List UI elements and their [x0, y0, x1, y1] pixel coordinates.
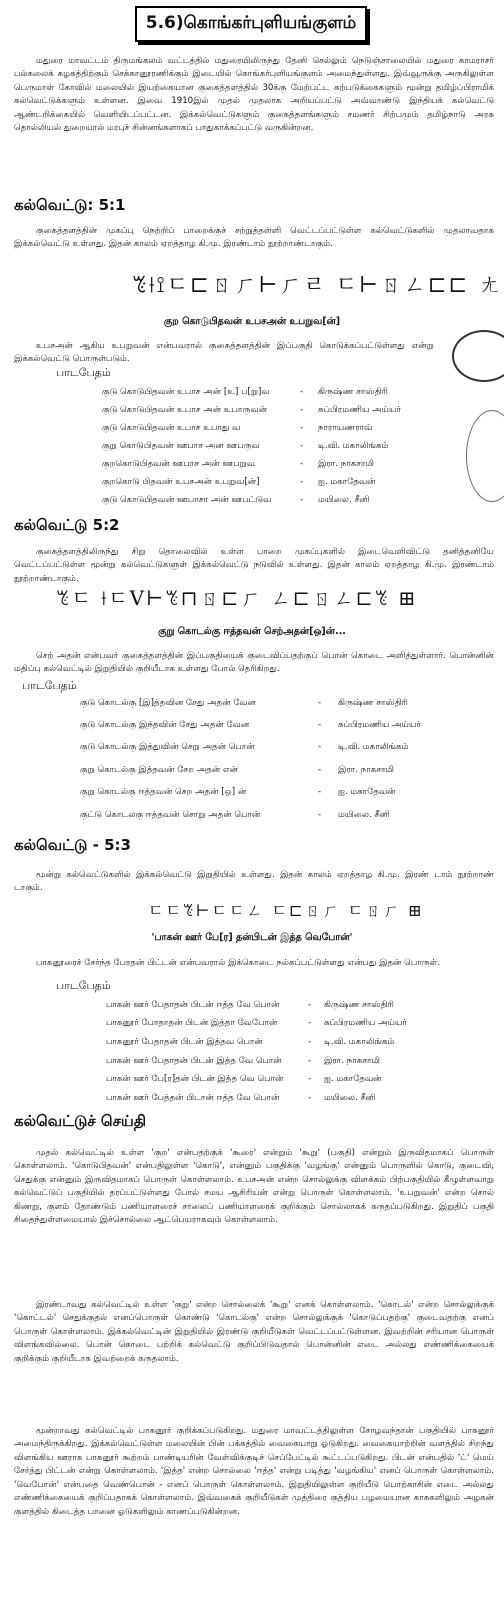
postmark-stamp-side	[466, 410, 504, 502]
section-heading-5-1: கல்வெட்டு: 5:1	[14, 196, 126, 214]
dash: -	[318, 765, 322, 775]
news-paragraph-1: முதல் கல்வெட்டில் உள்ள 'குற' என்பதற்குக் 'கூரை' என்றும் 'கூறு' (பகுதி) என்றும் இருவிதமாகப் பொருள் கொள்ளலாம். 'கொடுபிதவன்' என்பதிலுள்ள 'கொடு', என்னும் பகுதிக்கு 'வழங்கு' என்னும் பொருளில் கொடு, குடைவி, செதுக்கு என்னும் இருவிதமாகப் பொருள் கொள்ளலாம். உபசஅன் என்ற சொல்லுக்கு விளக்கம் பிற்பகுதியில் கீழுள்ளவாறு கல்வெட்டுப் பகுதியில் தரப்பட்டுள்ளது போல் சமய ஆசிரியன் என்று பொருள் கொள்ளலாம். 'உபறுவன்' என்ற சொல் கிணறு, குளம் தோண்டும் பணியாளரைச் சாலைப் பணியாளரைக் குறிக்கும் சொல்லாகக் கருதப்படுகிறது. இறுதிப் பகுதி சிதைந்துள்ளமையால் இச்சொல்லை ஆட்பெயராகவும் கொள்ளலாம்.	[14, 1147, 494, 1226]
reading-text: பாகன் ஊர் பே[ர]தன் பிடன் இத்த வெ பொன்	[106, 1074, 284, 1084]
readings-label-5-3: பாடபேதம்	[56, 979, 111, 992]
intro-paragraph: மதுரை மாவட்டம் திருமங்கலம் வட்டத்தில் மதுரையிலிருந்து தேனி செல்லும் நெடுஞ்சாலையில் மதுரை காமராசர் பல்கலைக் கழகத்திற்கும் செக்கானூரணிக்கும் இடையில் கொங்கர்புளியங்குளம் அமைந்துள்ளது. இவ்வூருக்கு அருகிலுள்ள பெருமாள் கோவில் மலையில் இயற்கையான குகைத்தளத்தில் 30க்கு மேற்பட்ட கற்படுக்கைகளும் மூன்று தமிழ்ப்பிராமிக் கல்வெட்டுக்களும் உள்ளன. இவை 1910இல் முதல் முதலாக அறியப்பட்டு அவ்வாண்டு இந்தியக் கல்வெட்டு ஆண்டறிக்கையில் வெளியிடப்பட்டன. இக்கல்வெட்டுகளும் குகைத்தளங்களும் சமணர் சிற்பமும் தமிழ்நாடு அரசு தொல்லியல் துறையால் மரபுச் சின்னங்களாகப் பாதுகாக்கப்பட்டு வருகின்றன.	[14, 55, 494, 134]
dash: -	[300, 441, 304, 451]
dash: -	[318, 720, 322, 730]
inscription-caption-5-3: 'பாகன் ஊர் பே[ர] தன்பிடன் இத்த வெபோன்'	[151, 932, 353, 943]
readings-label-5-2: பாடபேதம்	[22, 679, 77, 692]
inscription-image-5-1: ꔳ⟊⟟ㄷ⊏ㄖㄏ⊢ㄏㄹ ㄷ⊢ㄖㄥ⊏⊏ ㄤ	[132, 273, 503, 298]
dash: -	[300, 423, 304, 433]
inscription-caption-5-2: குறு கொடல்கு ஈத்தவன் செற்அதன்[ஒ]ன்...	[158, 626, 346, 637]
page-title: 5.6)கொங்கர்புளியங்குளம்	[135, 6, 367, 42]
reading-scholar: நாராயணராவ்	[318, 423, 373, 433]
dash: -	[300, 387, 304, 397]
reading-text: குறு கொடல்கு இத்தவன் சேற அதன் என்	[80, 765, 239, 775]
section-heading-5-2: கல்வெட்டு 5:2	[14, 516, 120, 534]
section-5-1-paragraph: குகைத்தளத்தின் முகப்பு நெற்றிப் பாறைக்குச் சற்றுத்தள்ளி வெட்டப்பட்டுள்ள கல்வெட்டுகளில் முதலாவதாக இக்கல்வெட்டு உள்ளது. இதன் காலம் ஏறத்தாழ கி.மு. இரண்டாம் நூற்றாண்டாகும்.	[14, 225, 494, 250]
dash: -	[300, 477, 304, 487]
reading-text: பாகன் ஊர் பேத்தன் பிடான் ஈத்த வே பொன்	[106, 1093, 280, 1103]
dash: -	[300, 405, 304, 415]
section-5-3-meaning: பாகனூரைச் சேர்ந்த பேரதன் பிட்டன் என்பவரால் இக்கொடை நல்கப்பட்டுள்ளது என்பது இதன் பொருள்.	[36, 957, 441, 968]
section-5-1-meaning: உபசஅன் ஆகிய உபறுவன் என்பவரால் குகைத்தளத்தின் இப்பகுதி கொடுக்கப்பட்டுள்ளது என்று இக்கல்வெட்டு பொருள்படும்.	[14, 340, 434, 365]
reading-text: குறு கொடுபிதவன் ஊபாச அன ஊபருவ	[102, 441, 260, 451]
reading-text: குடு கொடுபிதவன் உபாச உபாது வ	[102, 423, 241, 433]
reading-text: குடு கொடல்கு இத்துவின் செறு அதன் பொன்	[80, 742, 255, 752]
dash: -	[308, 1074, 312, 1084]
dash: -	[318, 787, 322, 797]
reading-text: குடு கொடுபிதவன் உபாச அன் [உ] ப[று]வ	[102, 387, 270, 397]
section-5-2-paragraph: குகைத்தளத்திலிருந்து சிறு தொலைவில் உள்ள பாறை முகப்புகளில் இடைவெளிவிட்டு தனித்தனியே வெட்டப்பட்டுள்ள மூன்று கல்வெட்டுகளுள் இக்கல்வெட்டு நடுவில் உள்ளது. இதன் காலம் ஏறத்தாழ கி.மு. இரண்டாம் நூற்றாண்டாகும்.	[14, 546, 494, 584]
reading-scholar: இரா. நாகசாமி	[338, 765, 394, 775]
section-heading-5-3: கல்வெட்டு - 5:3	[14, 836, 131, 854]
dash: -	[318, 810, 322, 820]
reading-scholar: இரா. நாகசாமி	[324, 1056, 380, 1066]
reading-text: பாகன் ஊர் பேதாதன் பிடன் ஈத்த வே பொன்	[106, 1000, 280, 1010]
dash: -	[308, 1093, 312, 1103]
inscription-image-5-3: ㄷㄷꔳ⊢ㄷㄷㄥ ㄷ⊏ㄖㄏ ㄷㄖㄏ ⊞	[148, 901, 424, 920]
news-paragraph-3: மூன்றாவது கல்வெட்டில் பாகனூர் குறிக்கப்படுகிறது. மதுரை மாவட்டத்திலுள்ள சோழவந்தான் பகுதியில் பாகனூர் அமைந்திருக்கிறது. இக்கல்வெட்டுள்ள மலையின் பின் பக்கத்தில் வைகையாறு ஓடுகிறது. வைகையாற்றின் வளத்தில் சிறந்து விளங்கிய ஊராக பாகனூர் கூற்றம் பாண்டியரின் வேள்விக்குடிச் செப்பேட்டில் கூட்டப்படுகிறது. பிடன் என்பதில் 'ட்' மெய் சேர்த்து பிட்டன் என்று கொள்ளலாம். 'இத்த' என்ற சொல்லை 'ஈத்த' என்று படித்து 'வழங்கிய' எனப் பொருள் கொள்ளலாம். 'வெபோன்' என்பதை வெண்பொன் - எனப் பொருள் கொள்ளலாம். இறுதியிலுள்ள குறியீடு பொற்காசின் எடை அல்லது எண்ணிக்கையைக் குறிப்பதாகக் கொள்ளலாம். இவ்வகைக் குறியீடுகள் முத்திரை குத்திய பழமையான காசுகளிலும் அழகன் குளத்தில் கிடைத்த பானை ஓடுகளிலும் காணப்படுகின்றன.	[14, 1425, 494, 1517]
reading-text: பாகனூர் பேதாதன் பிடன் இத்தவ பொன்	[106, 1037, 263, 1047]
reading-text: பாகனூர் போதாதன் பிடன் இத்தா வேபோன்	[106, 1018, 278, 1028]
dash: -	[308, 1018, 312, 1028]
reading-scholar: சுப்பிரமணிய அய்யர்	[324, 1018, 407, 1028]
reading-scholar: டி.வி. மகாலிங்கம்	[318, 441, 389, 451]
section-5-2-meaning: செற் அதன் என்பவர் குகைத்தளத்தின் இப்பகுதியைக் குடைவிப்பதற்குப் பொன் கொடை அளித்துள்ளார். பொன்னின் மதிப்பு கல்வெட்டில் இறுதியில் குறியீடாக உள்ளது போல் தெரிகிறது.	[14, 650, 494, 675]
dash: -	[318, 742, 322, 752]
reading-text: குடு கொடுபிதவன் உபாச அன் உபாருவன்	[102, 405, 268, 415]
reading-text: பாகன் ஊர் பேதாதன் பிடன் இத்த வே பொன்	[106, 1056, 282, 1066]
reading-scholar: மயிலை. சீனி	[324, 1093, 376, 1103]
dash: -	[308, 1000, 312, 1010]
reading-scholar: ஐ. மகாதேவன்	[338, 787, 396, 797]
dash: -	[308, 1037, 312, 1047]
reading-text: குறு கொடல்கு ஈத்தவன் செற அதன் [ஒ] ன்	[80, 787, 247, 797]
reading-scholar: டி.வி. மகாலிங்கம்	[324, 1037, 395, 1047]
inscription-news-heading: கல்வெட்டுச் செய்தி	[14, 1112, 147, 1130]
reading-scholar: இரா. நாகசாமி	[318, 459, 374, 469]
readings-label-5-1: பாடபேதம்	[56, 366, 111, 379]
reading-text: குறகொடுபிதவன் ஊபாச அன் ஊபறுவ	[102, 459, 255, 469]
reading-scholar: கிருஷ்ண சாஸ்திரி	[318, 387, 388, 397]
reading-text: குட்டு கொடலகு ஈத்தவன் சொறு அதன் பொன்	[80, 810, 261, 820]
inscription-image-5-2: ꔳㄷ ⟊ㄷⅤ⊢ꔳ⊓ㄖ⊏ㄏ ㄥ⊏ㄖㄥ⊏ꔳ ⊞	[56, 586, 418, 610]
reading-scholar: கிருஷ்ண சாஸ்திரி	[338, 698, 408, 708]
reading-scholar: டி.வி. மகாலிங்கம்	[338, 742, 409, 752]
postmark-stamp-top	[452, 330, 504, 382]
reading-scholar: கிருஷ்ண சாஸ்திரி	[324, 1000, 394, 1010]
dash: -	[318, 698, 322, 708]
section-5-3-paragraph: மூன்று கல்வெட்டுகளில் இக்கல்வெட்டு இறுதியில் உள்ளது. இதன் காலம் ஏறத்தாழ கி.மு. இரண் டாம் நூற்றாண் டாகும்.	[14, 869, 494, 894]
reading-text: குடு கொடுபிதவன் ஊபாசா அன் ஊபட்டுவ	[102, 495, 272, 505]
reading-scholar: ஐ. மகாதேவன்	[324, 1074, 382, 1084]
reading-text: குடு கொடல்கு இந்தவின் சேது அதன் வேன	[80, 720, 250, 730]
reading-scholar: மயிலை. சீனி	[338, 810, 390, 820]
dash: -	[300, 495, 304, 505]
dash: -	[308, 1056, 312, 1066]
reading-text: குடு கொடல்கு [இ]த்தவின சேது அதன் வேன	[80, 698, 256, 708]
reading-scholar: ஐ. மகாதேவன்	[318, 477, 376, 487]
reading-scholar: மயிலை. சீனி	[318, 495, 370, 505]
news-paragraph-2: இரண்டாவது கல்வெட்டில் உள்ள 'குறு' என்ற சொல்லைக் 'கூறு' எனக் கொள்ளலாம். 'கொடல்' என்ற சொல்லுக்குக் 'கொட்டல்' செதுக்குதல் எனப்பொருள் கொண்டு 'கொடல்கு' என்ற சொல்லுக்குக் 'கொடுப்பதற்கு' குடைவதற்கு எனப் பொருள் கொள்ளலாம். இக்கல்வெட்டின் இறுதியில் இரண்டு குறியீடுகள் வெட்டப்பட்டுள்ளன. இவற்றின் சரியான பொருள் விளங்கவில்லை. பொன் கொடை பற்றிக் கல்வெட்டு குறிப்பிடுவதால் பொன்னின் எடை அல்லது எண்ணிக்கையைக் குறிக்கும் குறியீடாக இவற்றைக் கருதலாம்.	[14, 1299, 494, 1364]
dash: -	[300, 459, 304, 469]
reading-scholar: சுப்பிரமணிய அய்யர்	[318, 405, 401, 415]
reading-text: குறகொடு பிதவன் உபசஅன் உபறுவ[ன்]	[102, 477, 260, 487]
inscription-caption-5-1: குற கொடுபிதவன் உபசஅன் உபறுவ[ன்]	[163, 316, 341, 327]
reading-scholar: சுப்பிரமணிய அய்யர்	[338, 720, 421, 730]
